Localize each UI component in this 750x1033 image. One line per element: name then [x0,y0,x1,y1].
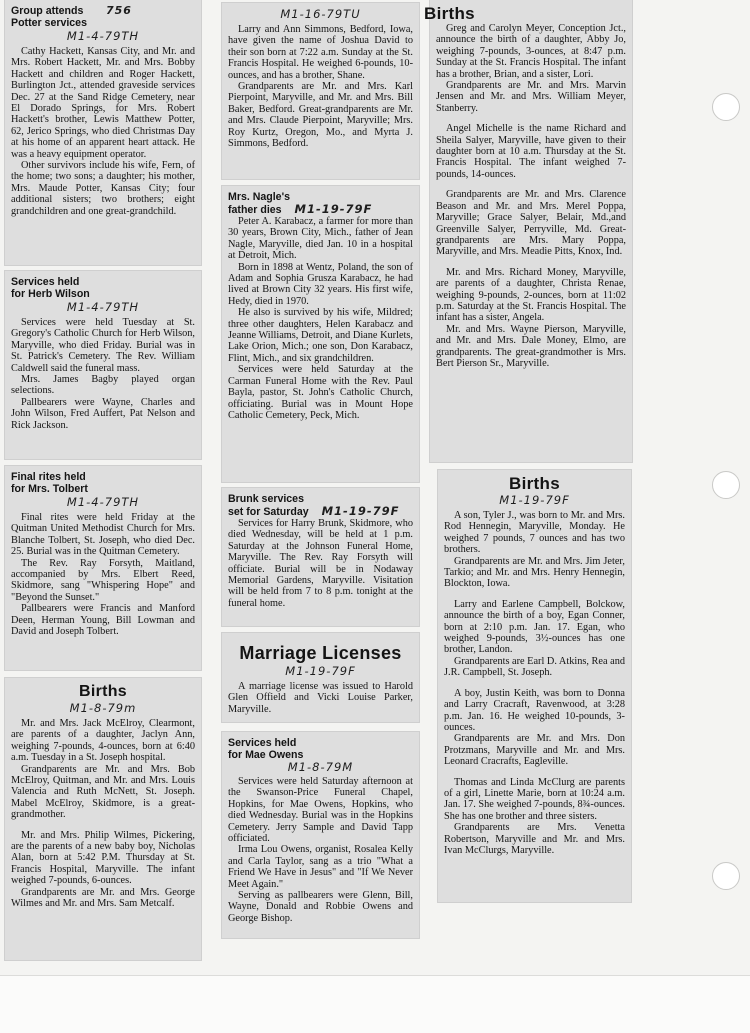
paragraph: Cathy Hackett, Kansas City, and Mr. and Mrs. Robert Hackett, Mr. and Mrs. Bobby Hackett and children and Roger Hackett, Burlington Jct., attended graveside services Dec. 27 at the Sand Ridge Cemetery, near El Dorado Springs, for Mrs. Robert Hackett's brother, Lewis Matthew Potter, 62, Jerico Springs, who died Christmas Day at his home of an apparent heart attack. He was a heavy equipment operator. [11,46,195,160]
paragraph: Other survivors include his wife, Fern, of the home; two sons; a daughter; his mother, Mrs. Maude Potter, Kansas City; four additional sisters; two brothers; eight grandchildren and one great-grandchild. [11,160,195,217]
paragraph: Grandparents are Mr. and Mrs. George Wilmes and Mr. and Mrs. Sam Metcalf. [11,886,195,910]
clipping-brunk-services [222,488,419,626]
clipping-herb-wilson [5,271,201,459]
headline-line-2: for Herb Wilson [11,288,90,300]
paragraph: Mrs. James Bagby played organ selections. [11,374,195,397]
paragraph: Serving as pallbearers were Glenn, Bill, Wayne, Donald and Robbie Owens and George Bishop. [228,890,413,924]
clipping-births-right [438,470,631,902]
clipping-simmons-birth [222,3,419,179]
handwritten-date: M1-8-79M [287,760,354,774]
paragraph: Grandparents are Mr. and Mrs. Bob McElroy, Quitman, and Mr. and Mrs. Louis Valencia and Ruth McNett, St. Joseph. Mabel McElroy, Skidmore, is a great-grandmother. [11,763,195,821]
handwritten-date: M1-19-79F [285,664,356,678]
paragraph: Mr. and Mrs. Richard Money, Maryville, are parents of a daughter, Christa Renae, weighing 9-pounds, 2-ounces, born at 11:02 p.m. Saturday at the St. Francis Hospital. The infant has a sister, Angela. [436,266,626,324]
headline-line-1: Brunk services [228,493,304,505]
binder-hole-bottom [712,862,740,890]
clipping-nagle-father [222,186,419,482]
clipping-births-top-right [424,0,632,462]
clipping-mrs-tolbert [5,466,201,670]
paragraph: A boy, Justin Keith, was born to Donna and Larry Cracraft, Ravenwood, at 3:28 p.m. Jan. 16. He weighed 10-pounds, 3-ounces. [444,687,625,733]
headline [228,493,413,518]
paragraph: Grandparents are Mr. and Mrs. Karl Pierpoint, Maryville, and Mr. and Mrs. Bill Baker, Bedford. Great-grandparents are Mr. and Mrs. Claude Pierpoint, Maryville; Mrs. Roy Kurtz, Oregon, Mo., and Myrta J. Simmons, Bedford. [228,81,413,150]
headline [11,276,195,300]
handwritten-page-number: 756 [106,4,132,17]
handwritten-date: M1-19-79F [321,504,400,518]
paragraph: Final rites were held Friday at the Quitman United Methodist Church for Mrs. Blanche Tolbert, St. Joseph, who died Dec. 25. Burial was in the Quitman Cemetery. [11,512,195,558]
binder-hole-top [712,93,740,121]
clipping-potter-services [5,0,201,265]
paragraph: Grandparents are Mr. and Mrs. Clarence Beason and Mr. and Mrs. Merel Poppa, Maryville; Grace Salyer, Belair, Md.,and Greenville Salyer, Perryville, Md. Great-grandparents are Mrs. Mary Poppa, Maryville, and Mrs. Meadie Pitts, Knox, Ind. [436,189,626,258]
paragraph: Services were held Saturday afternoon at the Swanson-Price Funeral Chapel, Hopkins, for Mae Owens, Hopkins, who died Wednesday. Burial was in the Hopkins Cemetery. Jerry Sample and David Tapp officiated. [228,776,413,845]
headline-line-1: Services held [228,737,297,749]
section-heading: Births [424,4,475,23]
paragraph: Services were held Tuesday at St. Gregory's Catholic Church for Herb Wilson, Maryville, who died Friday. Burial was in St. Patrick's Cemetery. The Rev. William Caldwell said the funeral mass. [11,317,195,374]
paragraph: Services were held Saturday at the Carman Funeral Home with the Rev. Paul Bayla, pastor, St. John's Catholic Church, officiating. Burial was in Mount Hope Catholic Cemetery, Peck, Mich. [228,364,413,421]
headline [228,191,413,216]
paragraph: Grandparents are Mr. and Mrs. Marvin Jensen and Mr. and Mrs. William Meyer, Stanberry. [436,80,626,114]
paragraph: Grandparents are Mr. and Mrs. Jim Jeter, Tarkio; and Mr. and Mrs. Henry Hennegin, Blockton, Iowa. [444,555,625,590]
paragraph: Born in 1898 at Wentz, Poland, the son of Adam and Sophia Gruszа Karabacz, he had lived at Brown City 32 years. His first wife, Hedy, died in 1970. [228,261,413,307]
headline [11,5,195,29]
section-heading: Births [78,683,128,700]
clipping-births-left [5,678,201,960]
clipping-mae-owens [222,732,419,938]
headline-line-2: for Mrs. Tolbert [11,483,88,495]
paragraph: Greg and Carolyn Meyer, Conception Jct., announce the birth of a daughter, Abby Jo, weighing 7-pounds, 3-ounces, at 8:47 p.m. Sunday at the St. Francis Hospital. The infant has a brother, Brian, and a sister, Lori. [436,23,626,80]
paragraph: Angel Michelle is the name Richard and Sheila Salyer, Maryville, have given to their daughter born at 10 a.m. Thursday at the St. Francis Hospital. The infant weighed 7-pounds, 14-ounces. [436,123,626,180]
paragraph: Services for Harry Brunk, Skidmore, who died Wednesday, will be held at 1 p.m. Saturday at the Johnson Funeral Home, Maryville. The Rev. Ray Forsyth will officiate. Burial will be in Nodaway Memorial Gardens, Maryville. Visitation will be held from 7 to 8 p.m. tonight at the funeral home. [228,518,413,609]
paragraph: Peter A. Karabacz, a farmer for more than 30 years, Brown City, Mich., father of Jean Nagle, Maryville, died Jan. 10 in a hospital at Detroit, Mich. [228,216,413,262]
paragraph: Pallbearers were Francis and Manford Deen, Herman Young, Bill Lowman and David and Joseph Tolbert. [11,603,195,638]
headline-line-2: for Mae Owens [228,749,304,761]
section-heading: Births [509,474,560,493]
clipping-marriage-licenses [222,633,419,722]
headline-line-2: set for Saturday [228,506,309,518]
handwritten-date: M1-16-79TU [280,7,361,21]
headline-line-2: father dies [228,204,282,216]
headline-line-1: Mrs. Nagle's [228,191,290,203]
paragraph: Thomas and Linda McClurg are parents of a girl, Linette Marie, born at 10:24 a.m. Jan. 17. She weighed 7-pounds, 8¾-ounces. She has one brother and three sisters. [444,776,625,822]
headline-line-1: Final rites held [11,471,86,483]
handwritten-date: M1-8-79m [69,701,137,715]
handwritten-date: M1-4-79TH [66,29,140,43]
paragraph: Mr. and Mrs. Wayne Pierson, Maryville, and Mr. and Mrs. Dale Money, Elmo, are grandparents. The great-grandmother is Mrs. Bert Pierson Sr., Maryville. [436,323,626,369]
headline-line-1: Services held [11,276,80,288]
paragraph: Larry and Ann Simmons, Bedford, Iowa, have given the name of Joshua David to their son born at 7:22 a.m. Sunday at the St. Francis Hospital. He weighed 6-pounds, 10-ounces, and has a brother, Shane. [228,24,413,81]
paragraph: Larry and Earlene Campbell, Bolckow, announce the birth of a boy, Egan Conner, born at 2:10 p.m. Jan. 17. Egan, who weighed 9-pounds, 3½-ounces has one brother, Landon. [444,598,625,656]
paragraph: A son, Tyler J., was born to Mr. and Mrs. Rod Hennegin, Maryville, Monday. He weighed 7 pounds, 7 ounces and has two brothers. [444,510,625,556]
paragraph: He also is survived by his wife, Mildred; three other daughters, Helen Karabacz and Jeanne Williams, Detroit, and Diane Kurlets, Lake Orion, Mich.; one son, Don Karabacz, Flint, Mich., and six grandchildren. [228,307,413,364]
section-heading: Marriage Licenses [239,643,402,663]
headline [11,471,195,495]
headline-line-2: Potter services [11,17,87,29]
headline-line-1: Group attends [11,5,84,17]
handwritten-date: M1-19-79F [499,493,570,507]
paragraph: Grandparents are Earl D. Atkins, Rea and J.R. Campbell, St. Joseph. [444,655,625,679]
paragraph: Mr. and Mrs. Philip Wilmes, Pickering, are the parents of a new baby boy, Nicholas Alan, born at 5:42 P.M. Thursday at St. Francis Hospital, Maryville. The infant weighed 7-pounds, 6-ounces. [11,829,195,887]
headline [228,737,413,761]
paragraph: Pallbearers were Wayne, Charles and John Wilson, Fred Auffert, Pat Nelson and Rick Jackson. [11,396,195,431]
paragraph: A marriage license was issued to Harold Glen Offield and Vicki Louise Parker, Maryville. [228,681,413,715]
handwritten-date: M1-4-79TH [66,300,140,314]
paragraph: The Rev. Ray Forsyth, Maitland, accompanied by Mrs. Elbert Reed, Skidmore, sang "Whispering Hope" and "Beyond the Sunset." [11,557,195,603]
binder-hole-middle [712,471,740,499]
handwritten-date: M1-4-79TH [66,495,140,509]
paragraph: Grandparents are Mr. and Mrs. Don Protzmans, Maryville and Mr. and Mrs. Leonard Cracrafts, Eagleville. [444,733,625,768]
paragraph: Grandparents are Mrs. Venetta Robertson, Maryville and Mr. and Mrs. Ivan McClurgs, Maryville. [444,822,625,856]
paragraph: Mr. and Mrs. Jack McElroy, Clearmont, are parents of a daughter, Jaclyn Ann, weighing 7-pounds, 4-ounces, born at 6:40 a.m. Tuesday in a St. Joseph hospital. [11,718,195,764]
paragraph: Irma Lou Owens, organist, Rosalea Kelly and Carla Taylor, sang as a trio "What a Friend We Have in Jesus" and "If We Never Meet Again." [228,844,413,890]
handwritten-date: M1-19-79F [294,202,373,216]
